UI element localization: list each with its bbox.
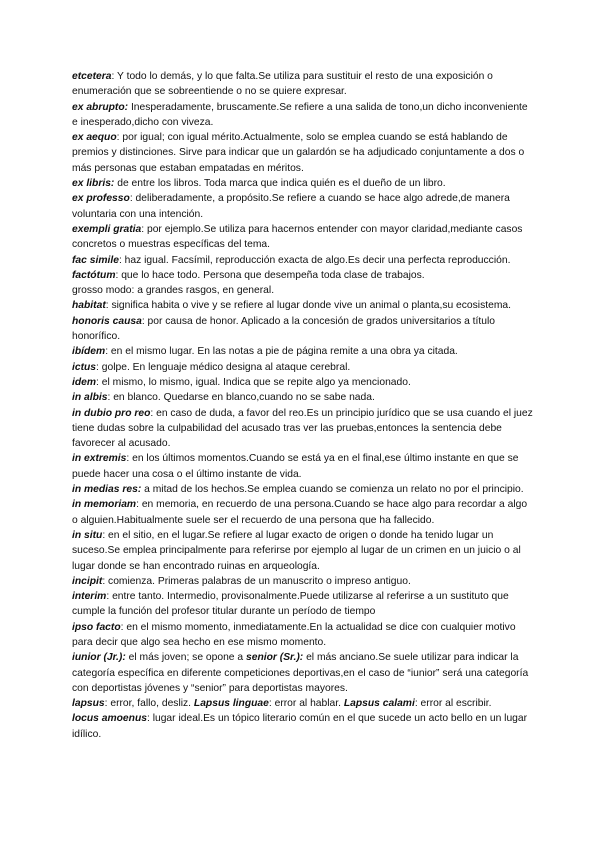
entry-term: in albis <box>72 392 108 404</box>
entry-definition: : significa habita o vive y se refiere al lugar donde vive un animal o planta,su ecosistema. <box>105 300 511 312</box>
entry-definition: : en memoria, en recuerdo de una persona.Cuando se hace algo para recordar a algo o alguien.Habitualmente suele ser el recuerdo de una persona que ha fallecido. <box>72 499 528 526</box>
entry-term: factótum <box>72 269 116 281</box>
entry-definition: grosso modo: a grandes rasgos, en general. <box>72 285 275 297</box>
entry-term: fac simile <box>72 254 119 266</box>
entry-definition: : error al escribir. <box>414 698 492 710</box>
glossary-entry <box>72 283 534 298</box>
entry-term: ibídem <box>72 346 106 358</box>
entry-term: lapsus <box>72 698 105 710</box>
entry-term: ipso facto <box>72 621 121 633</box>
glossary-entry <box>72 528 534 574</box>
entry-term: ictus <box>72 361 97 373</box>
entry-definition: : en los últimos momentos.Cuando se está ya en el final,ese último instante en que se puede hacer una cosa o el último instante de vida. <box>72 453 519 480</box>
entry-definition: : el mismo, lo mismo, igual. Indica que se repite algo ya mencionado. <box>96 376 411 388</box>
entry-term: in situ <box>72 529 103 541</box>
glossary-entry <box>72 375 534 390</box>
entry-definition: : en el mismo momento, inmediatamente.En la actualidad se dice con cualquier motivo para decir que algo sea hecho en ese mismo momento. <box>72 621 516 648</box>
glossary-entry <box>72 482 534 497</box>
entry-definition: : por causa de honor. Aplicado a la concesión de grados universitarios a título honorífico. <box>72 315 495 343</box>
glossary-entry <box>72 253 534 268</box>
glossary-entry <box>72 191 534 222</box>
entry-definition: : por ejemplo.Se utiliza para hacernos entender con mayor claridad,mediante casos concretos o muestras específicas del tema. <box>72 223 523 251</box>
entry-definition: : lugar ideal.Es un tópico literario común en el que sucede un acto bello en un lugar idílico. <box>72 713 528 740</box>
entry-definition: el más anciano.Se suele utilizar para indicar la categoría específica en diferente competiciones deportivas,en el caso de “iunior” será una categoría con deportistas jóvenes y “senior” para deportistas mayores. <box>72 652 529 694</box>
document-page <box>72 69 534 742</box>
glossary-entry <box>72 298 534 313</box>
glossary-entry <box>72 696 534 711</box>
entry-term: honoris causa <box>72 315 142 327</box>
entry-term: habitat <box>72 300 106 312</box>
entry-term: interim <box>72 591 107 603</box>
entry-term: iunior (Jr.): <box>72 652 126 664</box>
entry-definition: : error al hablar. <box>268 698 344 710</box>
entry-term: etcetera <box>72 71 112 82</box>
entry-definition: : error, fallo, desliz. <box>104 698 194 710</box>
entry-term: Lapsus calami <box>343 698 415 710</box>
entry-term: ex aequo <box>72 132 117 144</box>
entry-definition: : deliberadamente, a propósito.Se refiere a cuando se hace algo adrede,de manera voluntaria con una intención. <box>72 193 510 220</box>
glossary-entry <box>72 100 534 131</box>
entry-term: in extremis <box>72 453 127 465</box>
entry-definition: : en caso de duda, a favor del reo.Es un principio jurídico que se usa cuando el juez tiene dudas sobre la culpabilidad del acusado tras ver las pruebas,entonces la sentencia debe favorecer al acusado. <box>72 407 533 450</box>
entry-definition: de entre los libros. Toda marca que indica quién es el dueño de un libro. <box>114 178 446 190</box>
glossary-entry <box>72 574 534 589</box>
entry-definition: : que lo hace todo. Persona que desempeña toda clase de trabajos. <box>115 269 425 281</box>
glossary-entry <box>72 222 534 253</box>
entry-term: ex professo <box>72 193 130 205</box>
glossary-entry <box>72 176 534 191</box>
entry-definition: : por igual; con igual mérito.Actualmente, solo se emplea cuando se está hablando de premios y distinciones. Sirve para indicar que un galardón se ha adjudicado conjuntamente a dos o más personas que estaban empatadas en méritos. <box>72 132 525 174</box>
glossary-entry <box>72 130 534 176</box>
glossary-entry <box>72 589 534 620</box>
entry-definition: : Y todo lo demás, y lo que falta.Se utiliza para sustituir el resto de una exposición o enumeración que se sobreentiende o no se quiere expresar. <box>72 71 493 98</box>
glossary-entry <box>72 711 534 742</box>
glossary-entry <box>72 406 534 452</box>
entry-definition: : en el sitio, en el lugar.Se refiere al lugar exacto de origen o donde ha tenido lugar un suceso.Se emplea principalmente para referirse por ejemplo al lugar de un crimen en un juicio o al lugar donde se han encontrado ruinas en arqueología. <box>72 529 521 572</box>
glossary-entry <box>72 451 534 482</box>
entry-term: locus amoenus <box>72 713 147 725</box>
entry-definition: : golpe. En lenguaje médico designa al ataque cerebral. <box>96 361 351 373</box>
entry-term: Lapsus linguae <box>193 698 269 710</box>
entry-definition: Inesperadamente, bruscamente.Se refiere a una salida de tono,un dicho inconveniente e inesperado,dicho con viveza. <box>72 101 528 128</box>
entry-term: senior (Sr.): <box>246 652 304 664</box>
glossary-entry <box>72 69 534 100</box>
entry-definition: : comienza. Primeras palabras de un manuscrito o impreso antiguo. <box>102 575 411 587</box>
entry-term: ex libris: <box>72 178 115 190</box>
glossary-entry <box>72 314 534 345</box>
entry-definition: a mitad de los hechos.Se emplea cuando se comienza un relato no por el principio. <box>141 484 524 496</box>
glossary-entry <box>72 344 534 359</box>
entry-term: in medias res: <box>72 484 142 496</box>
entry-term: in dubio pro reo <box>72 407 151 419</box>
glossary-entry <box>72 360 534 375</box>
entry-term: incipit <box>72 575 103 587</box>
glossary-entry <box>72 620 534 651</box>
entry-term: exempli gratia <box>72 223 142 235</box>
entry-term: in memoriam <box>72 499 137 511</box>
entry-definition: : en el mismo lugar. En las notas a pie de página remite a una obra ya citada. <box>105 346 458 358</box>
entry-definition: el más joven; se opone a <box>125 652 246 664</box>
glossary-entry <box>72 650 534 696</box>
glossary-entry <box>72 268 534 283</box>
entry-term: idem <box>72 376 97 388</box>
glossary-entry <box>72 497 534 528</box>
entry-definition: : entre tanto. Intermedio, provisonalmente.Puede utilizarse al referirse a un sustituto que cumple la función del profesor titular durante un período de tiempo <box>72 591 509 618</box>
entry-definition: : haz igual. Facsímil, reproducción exacta de algo.Es decir una perfecta reproducción. <box>118 254 511 266</box>
glossary-entry <box>72 390 534 405</box>
entry-term: ex abrupto: <box>72 101 129 113</box>
entry-definition: : en blanco. Quedarse en blanco,cuando no se sabe nada. <box>107 392 375 404</box>
